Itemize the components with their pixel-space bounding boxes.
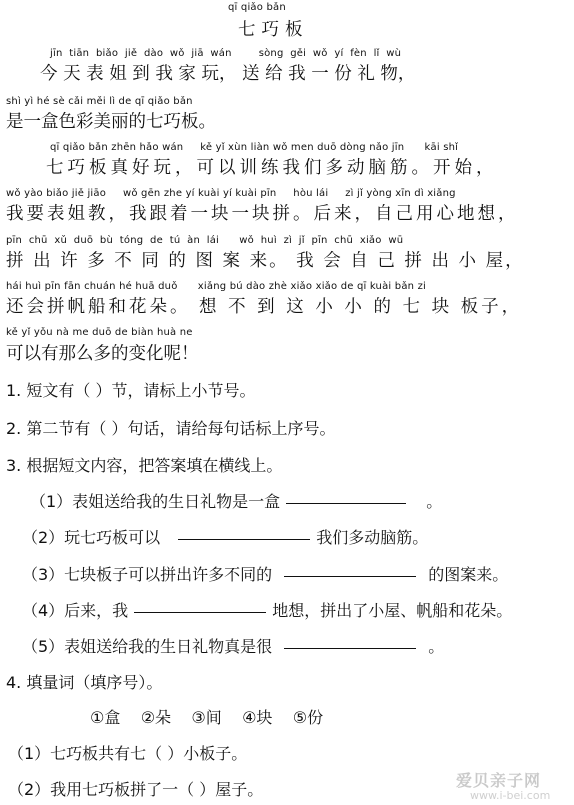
story-line-2: 是一盒色彩美丽的七巧板。 (6, 112, 216, 132)
question-1: 1. 短文有（ ）节，请标上小节号。 (6, 381, 256, 400)
answer-blank[interactable] (284, 647, 416, 649)
question-3-4: （4）后来，我 地想，拼出了小屋、帆船和花朵。 (22, 601, 513, 620)
answer-blank[interactable] (134, 611, 266, 613)
page-title: 七巧板 (238, 20, 309, 40)
story-line-6-pinyin: hái huì pīn fān chuán hé huā duǒ xiǎng bú dào zhè xiǎo xiǎo de qī kuài bǎn zi (6, 281, 427, 292)
question-4-1: （1）七巧板共有七（ ）小板子。 (8, 744, 248, 763)
story-line-5: 拼 出 许 多 不 同 的 图 案 来。 我 会 自 己 拼 出 小 屋， (6, 251, 525, 271)
measure-word-options: ①盒 ②朵 ③间 ④块 ⑤份 (90, 708, 324, 727)
question-2: 2. 第二节有（ ）句话，请给每句话标上序号。 (6, 419, 336, 438)
title-pinyin: qī qiǎo bǎn (228, 2, 286, 13)
story-line-5-pinyin: pīn chū xǔ duō bù tóng de tú àn lái wǒ huì zì jǐ pīn chū xiǎo wū (6, 235, 404, 246)
story-line-7-pinyin: kě yǐ yǒu nà me duō de biàn huà ne (6, 327, 193, 338)
story-line-6: 还会拼帆船和花朵。 想 不 到 这 小 小 的 七 块 板子， (6, 297, 523, 317)
story-line-3-pinyin: qī qiǎo bǎn zhēn hǎo wán kě yǐ xùn liàn wǒ men duō dòng nǎo jīn kāi shǐ (50, 142, 459, 153)
story-line-3: 七巧板真好玩，可以训练我们多动脑筋。开始， (46, 158, 498, 178)
watermark-text: 爱贝亲子网 (456, 771, 542, 790)
question-4-2: （2）我用七巧板拼了一（ ）屋子。 (8, 780, 264, 799)
question-3: 3. 根据短文内容，把答案填在横线上。 (6, 456, 283, 475)
story-line-2-pinyin: shì yì hé sè cǎi měi lì de qī qiǎo bǎn (6, 96, 193, 107)
story-line-1-pinyin: jīn tiān biǎo jiě dào wǒ jiā wán sòng gěi wǒ yí fèn lǐ wù (50, 48, 402, 59)
answer-blank[interactable] (284, 575, 416, 577)
question-3-1: （1）表姐送给我的生日礼物是一盒 。 (30, 492, 443, 511)
question-3-2: （2）玩七巧板可以 我们多动脑筋。 (22, 528, 429, 547)
story-line-4-pinyin: wǒ yào biǎo jiě jiāo wǒ gēn zhe yí kuài yí kuài pīn hòu lái zì jǐ yòng xīn dì xiǎng (6, 188, 456, 199)
story-line-4: 我要表姐教，我跟着一块一块拼。后来，自己用心地想， (6, 204, 519, 224)
story-line-7: 可以有那么多的变化呢！ (6, 344, 199, 364)
question-4: 4. 填量词（填序号）。 (6, 673, 163, 692)
watermark-url: www.i-bei.com (470, 789, 551, 802)
answer-blank[interactable] (178, 538, 310, 540)
question-3-5: （5）表姐送给我的生日礼物真是很 。 (22, 637, 445, 656)
story-line-1: 今 天 表 姐 到 我 家 玩， 送 给 我 一 份 礼 物， (40, 64, 416, 84)
answer-blank[interactable] (286, 502, 406, 504)
question-3-3: （3）七块板子可以拼出许多不同的 的图案来。 (22, 565, 509, 584)
